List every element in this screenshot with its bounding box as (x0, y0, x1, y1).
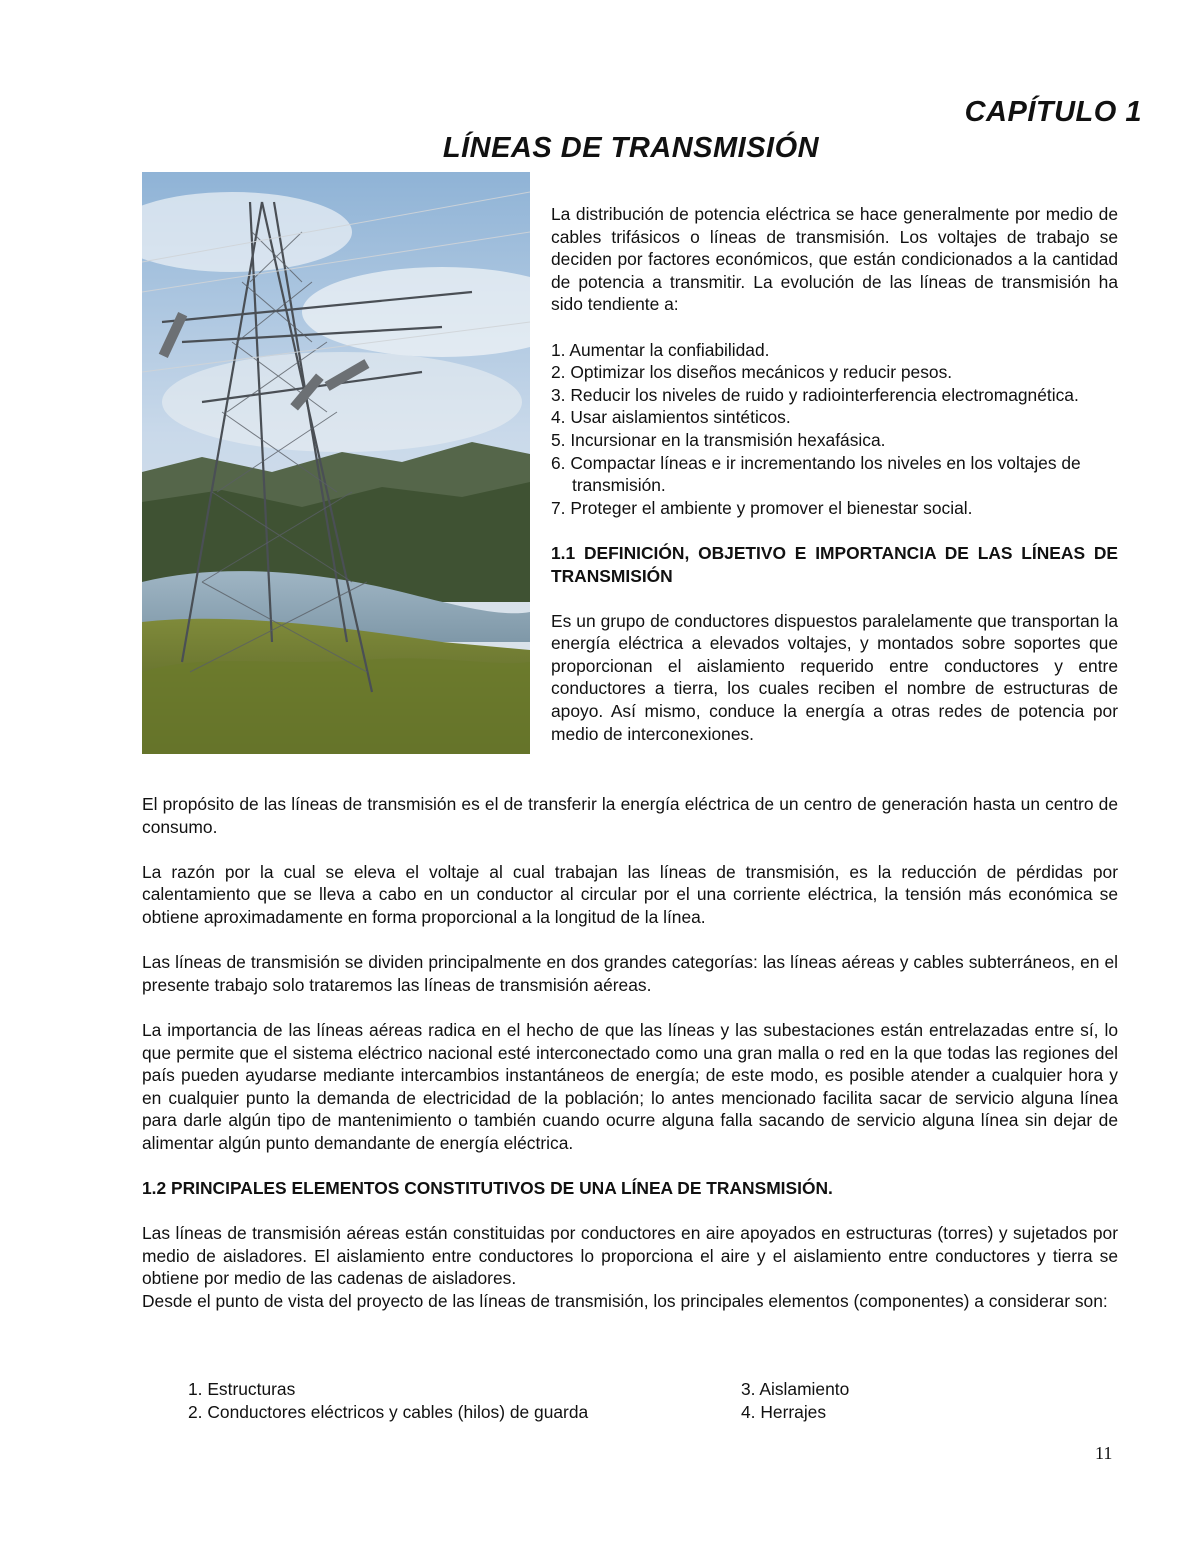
list-item: 3. Reducir los niveles de ruido y radiointerferencia electromagnética. (551, 384, 1079, 405)
list-item: 5. Incursionar en la transmisión hexafásica. (551, 429, 886, 450)
transmission-tower-photo (142, 172, 530, 754)
list-item: 6. Compactar líneas e ir incrementando los niveles en los voltajes de transmisión. (551, 452, 1081, 496)
list-item: 3. Aislamiento (741, 1379, 850, 1399)
voltage-reason-paragraph: La razón por la cual se eleva el voltaje al cual trabajan las líneas de transmisión, es la reducción de pérdidas por calentamiento que se lleva a cabo en un conductor al circular por el una corriente eléctrica, la tensión más económica se obtiene aproximadamente en forma proporcional a la longitud de la línea. (142, 861, 1118, 927)
body-text (142, 793, 1118, 1313)
list-item: 1. Aumentar la confiabilidad. (551, 339, 770, 360)
purpose-paragraph: El propósito de las líneas de transmisión es el de transferir la energía eléctrica de un centro de generación hasta un centro de consumo. (142, 794, 1118, 837)
evolution-list (551, 339, 1118, 520)
components-intro-paragraph: Desde el punto de vista del proyecto de las líneas de transmisión, los principales elementos (componentes) a considerar son: (142, 1291, 1108, 1312)
intro-paragraph: La distribución de potencia eléctrica se hace generalmente por medio de cables trifásicos o líneas de transmisión. Los voltajes de trabajo se deciden por factores económicos, que están condicionados a la cantidad de potencia a transmitir. La evolución de las líneas de transmisión ha sido tendiente a: (551, 204, 1118, 315)
categories-paragraph: Las líneas de transmisión se dividen principalmente en dos grandes categorías: las líneas aéreas y cables subterráneos, en el presente trabajo solo trataremos las líneas de transmisión aéreas. (142, 952, 1118, 995)
components-list (188, 1378, 948, 1423)
section-1-1-heading: 1.1 DEFINICIÓN, OBJETIVO E IMPORTANCIA DE LAS LÍNEAS DE TRANSMISIÓN (551, 542, 1118, 586)
list-item: 2. Conductores eléctricos y cables (hilos) de guarda (188, 1401, 589, 1422)
chapter-label: CAPÍTULO 1 (964, 96, 1142, 128)
definition-paragraph: Es un grupo de conductores dispuestos paralelamente que transportan la energía eléctrica a elevados voltajes, y montados sobre soportes que proporcionan el aislamiento requerido entre conductores y entre conductores a tierra, los cuales reciben el nombre de estructuras de apoyo. Así mismo, conduce la energía a otras redes de potencia por medio de interconexiones. (551, 610, 1118, 744)
list-item: 4. Usar aislamientos sintéticos. (551, 407, 791, 428)
tower-illustration (142, 172, 530, 754)
page-number: 11 (1095, 1443, 1113, 1463)
importance-paragraph: La importancia de las líneas aéreas radica en el hecho de que las líneas y las subestaciones están entrelazadas entre sí, lo que permite que el sistema eléctrico nacional esté interconectado como una gran malla o red en la que todas las regiones del país pueden ayudarse mediante intercambios instantáneos de energía; de este modo, es posible atender a cualquier hora y en cualquier punto la demanda de electricidad de la población; lo antes mencionado facilita sacar de servicio alguna línea para darle algún tipo de mantenimiento o también cuando ocurre alguna falla sacando de servicio alguna línea sin dejar de alimentar algún punto demandante de energía eléctrica. (142, 1019, 1118, 1153)
section-1-2-heading: 1.2 PRINCIPALES ELEMENTOS CONSTITUTIVOS DE UNA LÍNEA DE TRANSMISIÓN. (142, 1178, 833, 1199)
elements-paragraph: Las líneas de transmisión aéreas están constituidas por conductores en aire apoyados en estructuras (torres) y sujetados por medio de aisladores. El aislamiento entre conductores lo proporciona el aire y el aislamiento entre conductores y tierra se obtiene por medio de las cadenas de aisladores. (142, 1223, 1118, 1289)
list-item: 1. Estructuras (188, 1379, 296, 1399)
list-item: 4. Herrajes (741, 1401, 827, 1422)
list-item: 2. Optimizar los diseños mecánicos y reducir pesos. (551, 362, 953, 383)
intro-column (551, 203, 1118, 745)
list-item: 7. Proteger el ambiente y promover el bienestar social. (551, 497, 973, 518)
page-title: LÍNEAS DE TRANSMISIÓN (442, 132, 820, 164)
